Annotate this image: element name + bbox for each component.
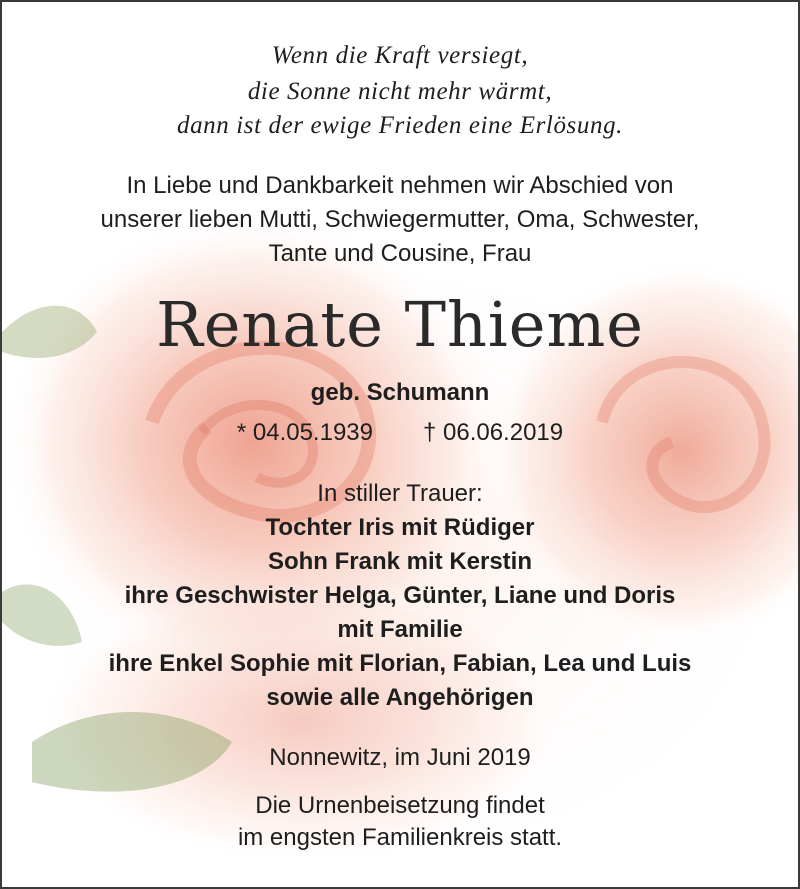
intro-line-3: Tante und Cousine, Frau [268, 240, 532, 267]
intro-line-1: In Liebe und Dankbarkeit nehmen wir Abschied von [126, 172, 674, 199]
mourner-line: sowie alle Angehörigen [266, 684, 534, 711]
mourners-heading: In stiller Trauer: [317, 480, 483, 507]
poem-line-2: die Sonne nicht mehr wärmt, [247, 78, 553, 105]
deceased-name: Renate Thieme [156, 288, 644, 361]
maiden-name: geb. Schumann [310, 379, 490, 406]
mourner-line: ihre Geschwister Helga, Günter, Liane und Doris [124, 582, 676, 609]
mourner-line: ihre Enkel Sophie mit Florian, Fabian, Lea und Luis [108, 650, 692, 677]
mourner-line: mit Familie [337, 616, 463, 643]
poem-line-3: dann ist der ewige Frieden eine Erlösung. [176, 112, 624, 139]
life-dates [2, 419, 798, 447]
mourner-line: Tochter Iris mit Rüdiger [265, 514, 535, 541]
mourner-line: Sohn Frank mit Kerstin [267, 548, 533, 575]
place-date: Nonnewitz, im Juni 2019 [269, 744, 531, 771]
birth-date: * 04.05.1939 [236, 419, 373, 446]
poem-line-1: Wenn die Kraft versiegt, [271, 42, 529, 69]
death-date: † 06.06.2019 [422, 419, 564, 446]
notice-content [2, 2, 798, 887]
funeral-note-line-2: im engsten Familienkreis statt. [237, 824, 563, 851]
intro-line-2: unserer lieben Mutti, Schwiegermutter, Oma, Schwester, [100, 206, 700, 233]
funeral-note-line-1: Die Urnenbeisetzung findet [255, 792, 545, 819]
